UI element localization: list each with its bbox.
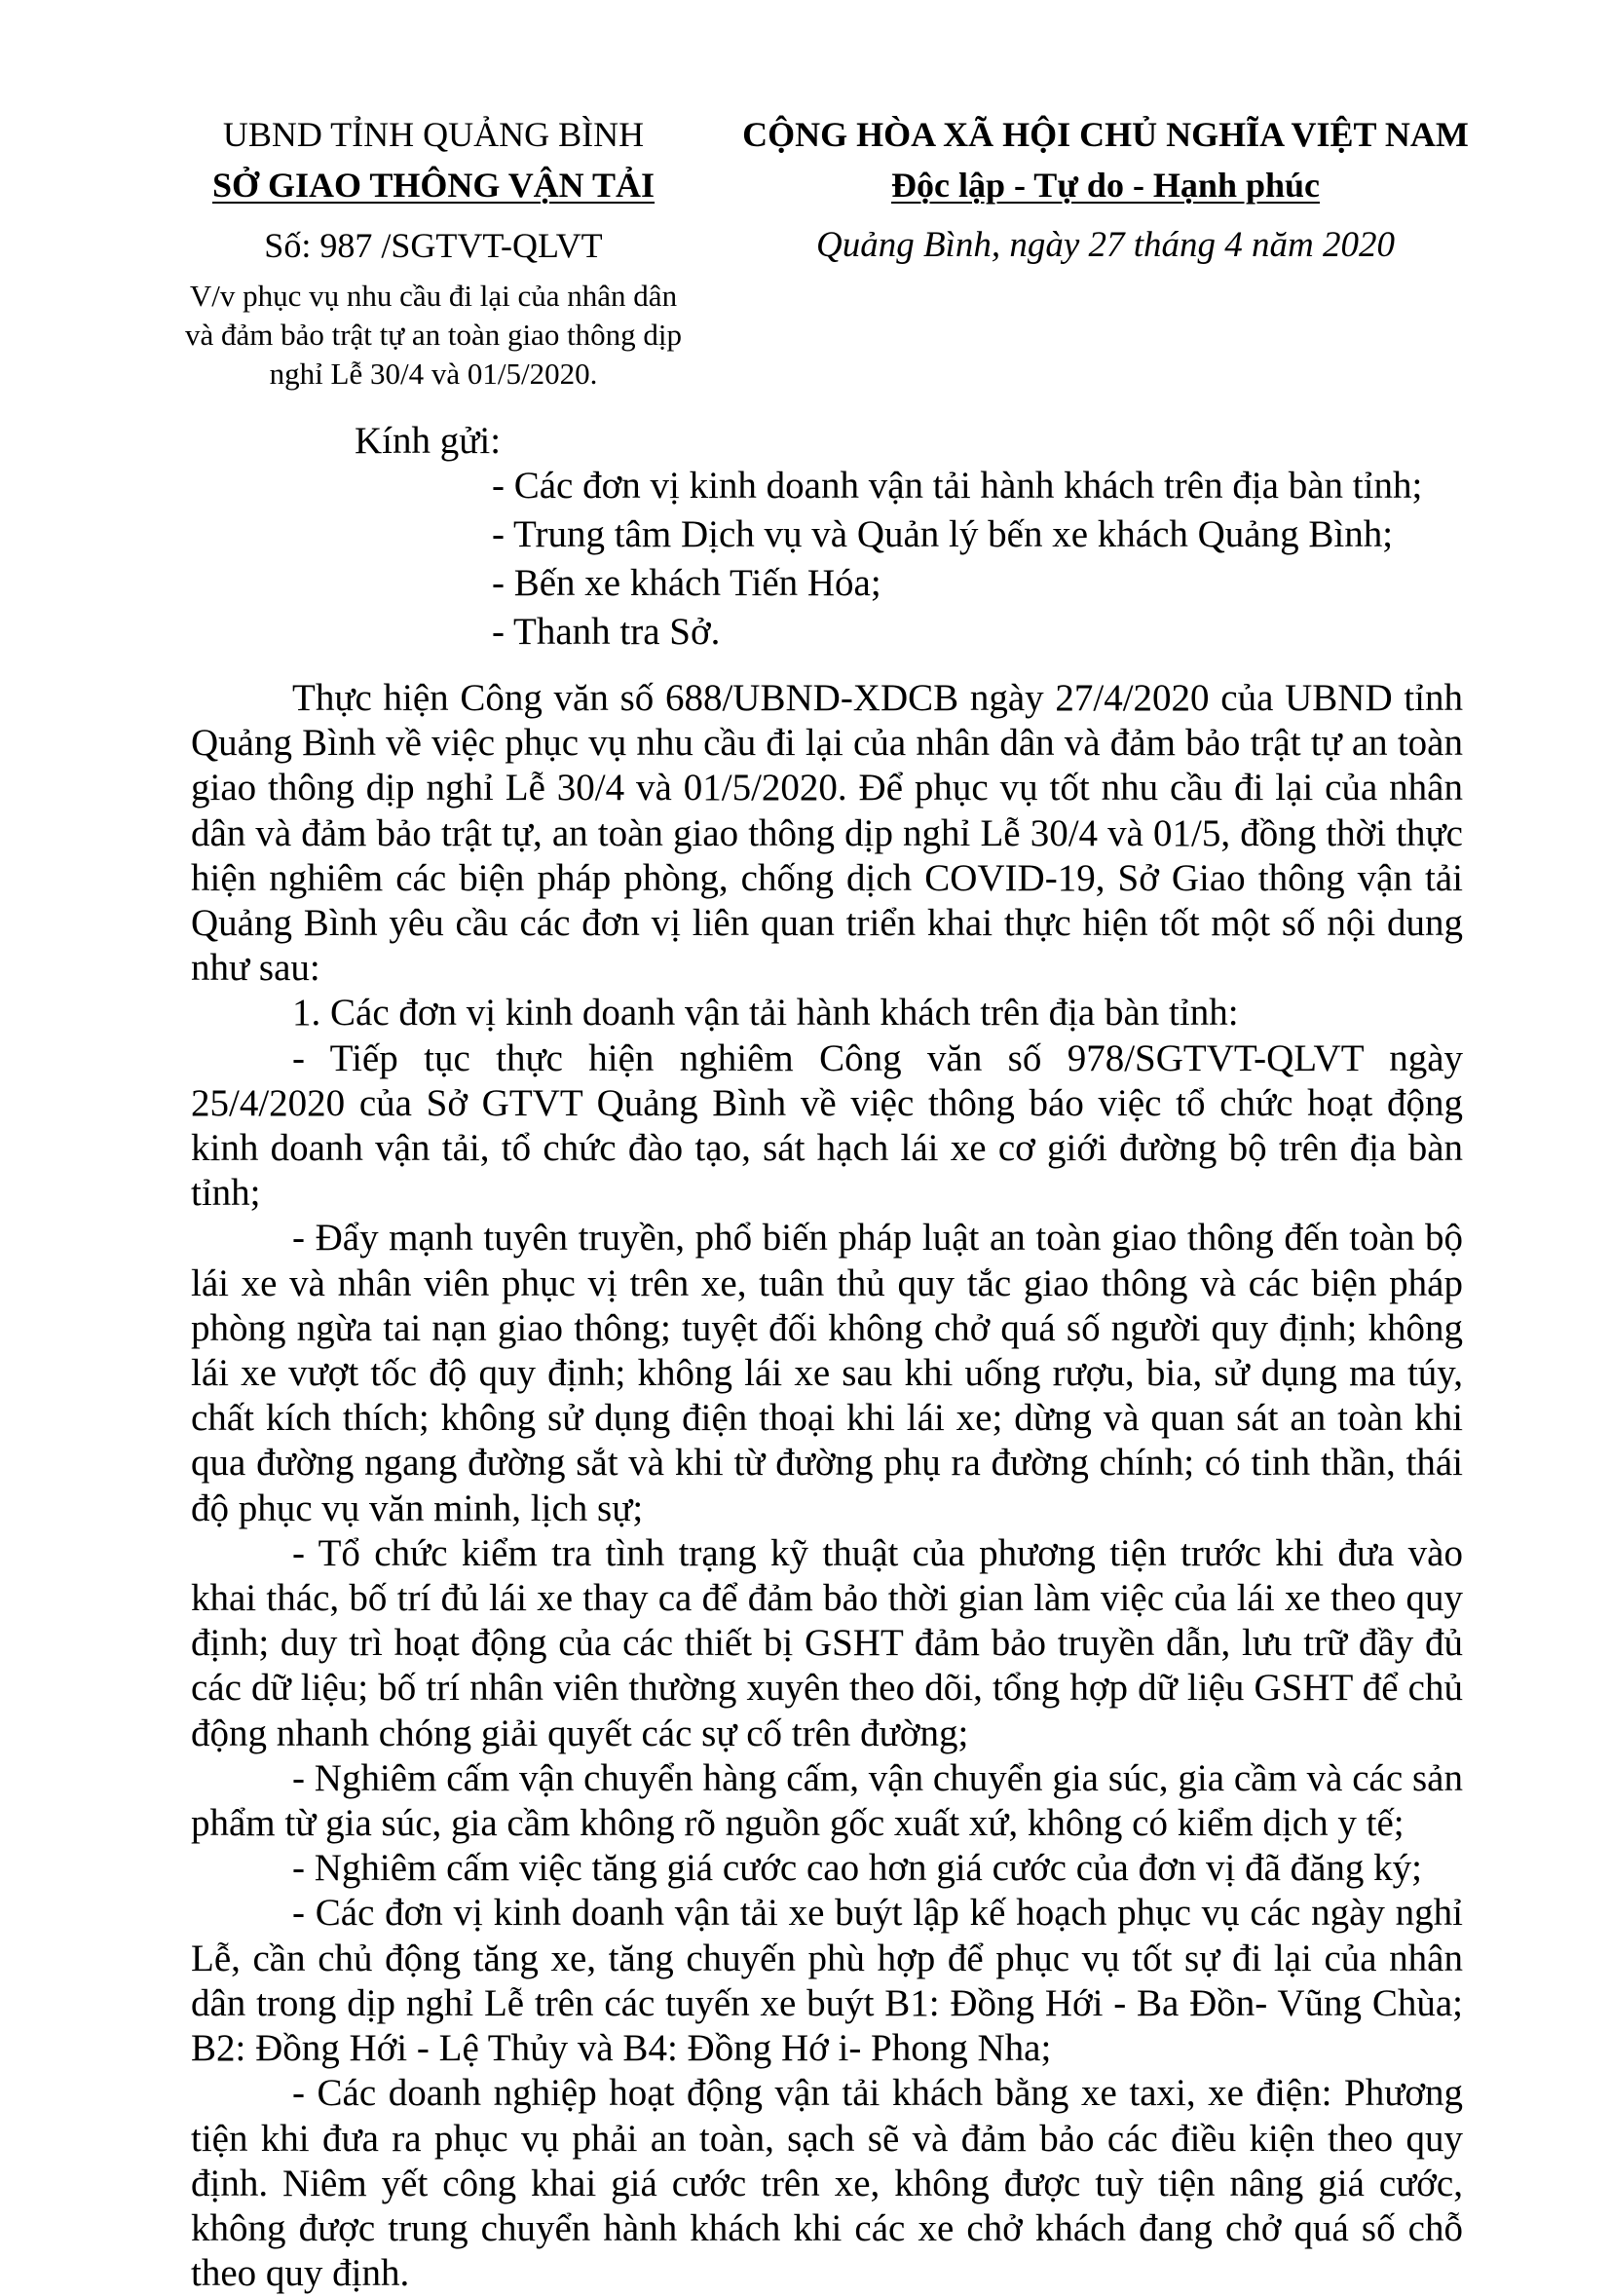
subject-line: nghỉ Lễ 30/4 và 01/5/2020. xyxy=(269,357,598,391)
body-paragraph: - Nghiêm cấm việc tăng giá cước cao hơn giá cước của đơn vị đã đăng ký; xyxy=(292,1847,1423,1890)
recipient-item: - Thanh tra Sở. xyxy=(492,611,721,653)
place-date: Quảng Bình, ngày 27 tháng 4 năm 2020 xyxy=(815,225,1396,265)
body-paragraph: - Nghiêm cấm vận chuyển hàng cấm, vận chuyển gia súc, gia cầm và các sản phẩm từ gia súc, gia cầm không rõ nguồn gốc xuất xứ, không có kiểm dịch y tế; xyxy=(191,1756,1463,1845)
salutation: Kính gửi: xyxy=(355,420,502,462)
org-parent: UBND TỈNH QUẢNG BÌNH xyxy=(222,115,645,154)
recipient-item: - Các đơn vị kinh doanh vận tải hành khách trên địa bàn tỉnh; xyxy=(492,465,1423,507)
recipient-item: - Trung tâm Dịch vụ và Quản lý bến xe khách Quảng Bình; xyxy=(492,513,1394,555)
org-name: SỞ GIAO THÔNG VẬN TẢI xyxy=(211,166,656,205)
country-name: CỘNG HÒA XÃ HỘI CHỦ NGHĨA VIỆT NAM xyxy=(742,115,1469,154)
body-paragraph: Thực hiện Công văn số 688/UBND-XDCB ngày 27/4/2020 của UBND tỉnh Quảng Bình về việc phục vụ nhu cầu đi lại của nhân dân và đảm bảo trật tự an toàn giao thông dịp nghỉ Lễ 30/4 và 01/5/2020. Để phục vụ tốt nhu cầu đi lại của nhân dân và đảm bảo trật tự, an toàn giao thông dịp nghỉ Lễ 30/4 và 01/5, đồng thời thực hiện nghiêm các biện pháp phòng, chống dịch COVID-19, Sở Giao thông vận tải Quảng Bình yêu cầu các đơn vị liên quan triển khai thực hiện tốt một số nội dung như sau: xyxy=(191,677,1463,990)
body-paragraph: - Tiếp tục thực hiện nghiêm Công văn số 978/SGTVT-QLVT ngày 25/4/2020 của Sở GTVT Quảng Bình về việc thông báo việc tổ chức hoạt động kinh doanh vận tải, tổ chức đào tạo, sát hạch lái xe cơ giới đường bộ trên địa bàn tỉnh; xyxy=(191,1036,1463,1215)
national-heading xyxy=(716,109,1495,277)
issuer-block xyxy=(146,109,721,394)
body-paragraph: - Đẩy mạnh tuyên truyền, phổ biến pháp luật an toàn giao thông đến toàn bộ lái xe và nhân viên phục vị trên xe, tuân thủ quy tắc giao thông và các biện pháp phòng ngừa tai nạn giao thông; tuyệt đối không chở quá số người quy định; không lái xe vượt tốc độ quy định; không lái xe sau khi uống rượu, bia, sử dụng ma túy, chất kích thích; không sử dụng điện thoại khi lái xe; dừng và quan sát an toàn khi qua đường ngang đường sắt và khi từ đường phụ ra đường chính; có tinh thần, thái độ phục vụ văn minh, lịch sự; xyxy=(191,1217,1463,1529)
recipient-item: - Bến xe khách Tiến Hóa; xyxy=(492,562,881,604)
body-paragraph: - Các đơn vị kinh doanh vận tải xe buýt lập kế hoạch phục vụ các ngày nghỉ Lễ, cần chủ động tăng xe, tăng chuyến phù hợp để phục vụ tốt sự đi lại của nhân dân trong dịp nghỉ Lễ trên các tuyến xe buýt B1: Đồng Hới - Ba Đồn- Vũng Chùa; B2: Đồng Hới - Lệ Thủy và B4: Đồng Hớ i- Phong Nha; xyxy=(191,1892,1463,2070)
section-heading: 1. Các đơn vị kinh doanh vận tải hành khách trên địa bàn tỉnh: xyxy=(292,992,1239,1035)
subject-line: và đảm bảo trật tự an toàn giao thông dịp xyxy=(184,318,683,352)
subject-line: V/v phục vụ nhu cầu đi lại của nhân dân xyxy=(189,279,678,313)
body-paragraph: - Tổ chức kiểm tra tình trạng kỹ thuật của phương tiện trước khi đưa vào khai thác, bố trí đủ lái xe thay ca để đảm bảo thời gian làm việc của lái xe theo quy định; duy trì hoạt động của các thiết bị GSHT đảm bảo truyền dẫn, lưu trữ đầy đủ các dữ liệu; bố trí nhân viên thường xuyên theo dõi, tổng hợp dữ liệu GSHT để chủ động nhanh chóng giải quyết các sự cố trên đường; xyxy=(191,1531,1463,1754)
body-paragraph: - Các doanh nghiệp hoạt động vận tải khách bằng xe taxi, xe điện: Phương tiện khi đưa ra phục vụ phải an toàn, sạch sẽ và đảm bảo các điều kiện theo quy định. Niêm yết công khai giá cước trên xe, không được tuỳ tiện nâng giá cước, không được trung chuyển hành khách khi các xe chở khách đang chở quá số chỗ theo quy định. xyxy=(191,2072,1463,2295)
doc-number: Số: 987 /SGTVT-QLVT xyxy=(264,226,603,265)
document-body xyxy=(191,676,1463,2296)
recipient-list xyxy=(492,462,1422,657)
motto: Độc lập - Tự do - Hạnh phúc xyxy=(890,166,1321,205)
